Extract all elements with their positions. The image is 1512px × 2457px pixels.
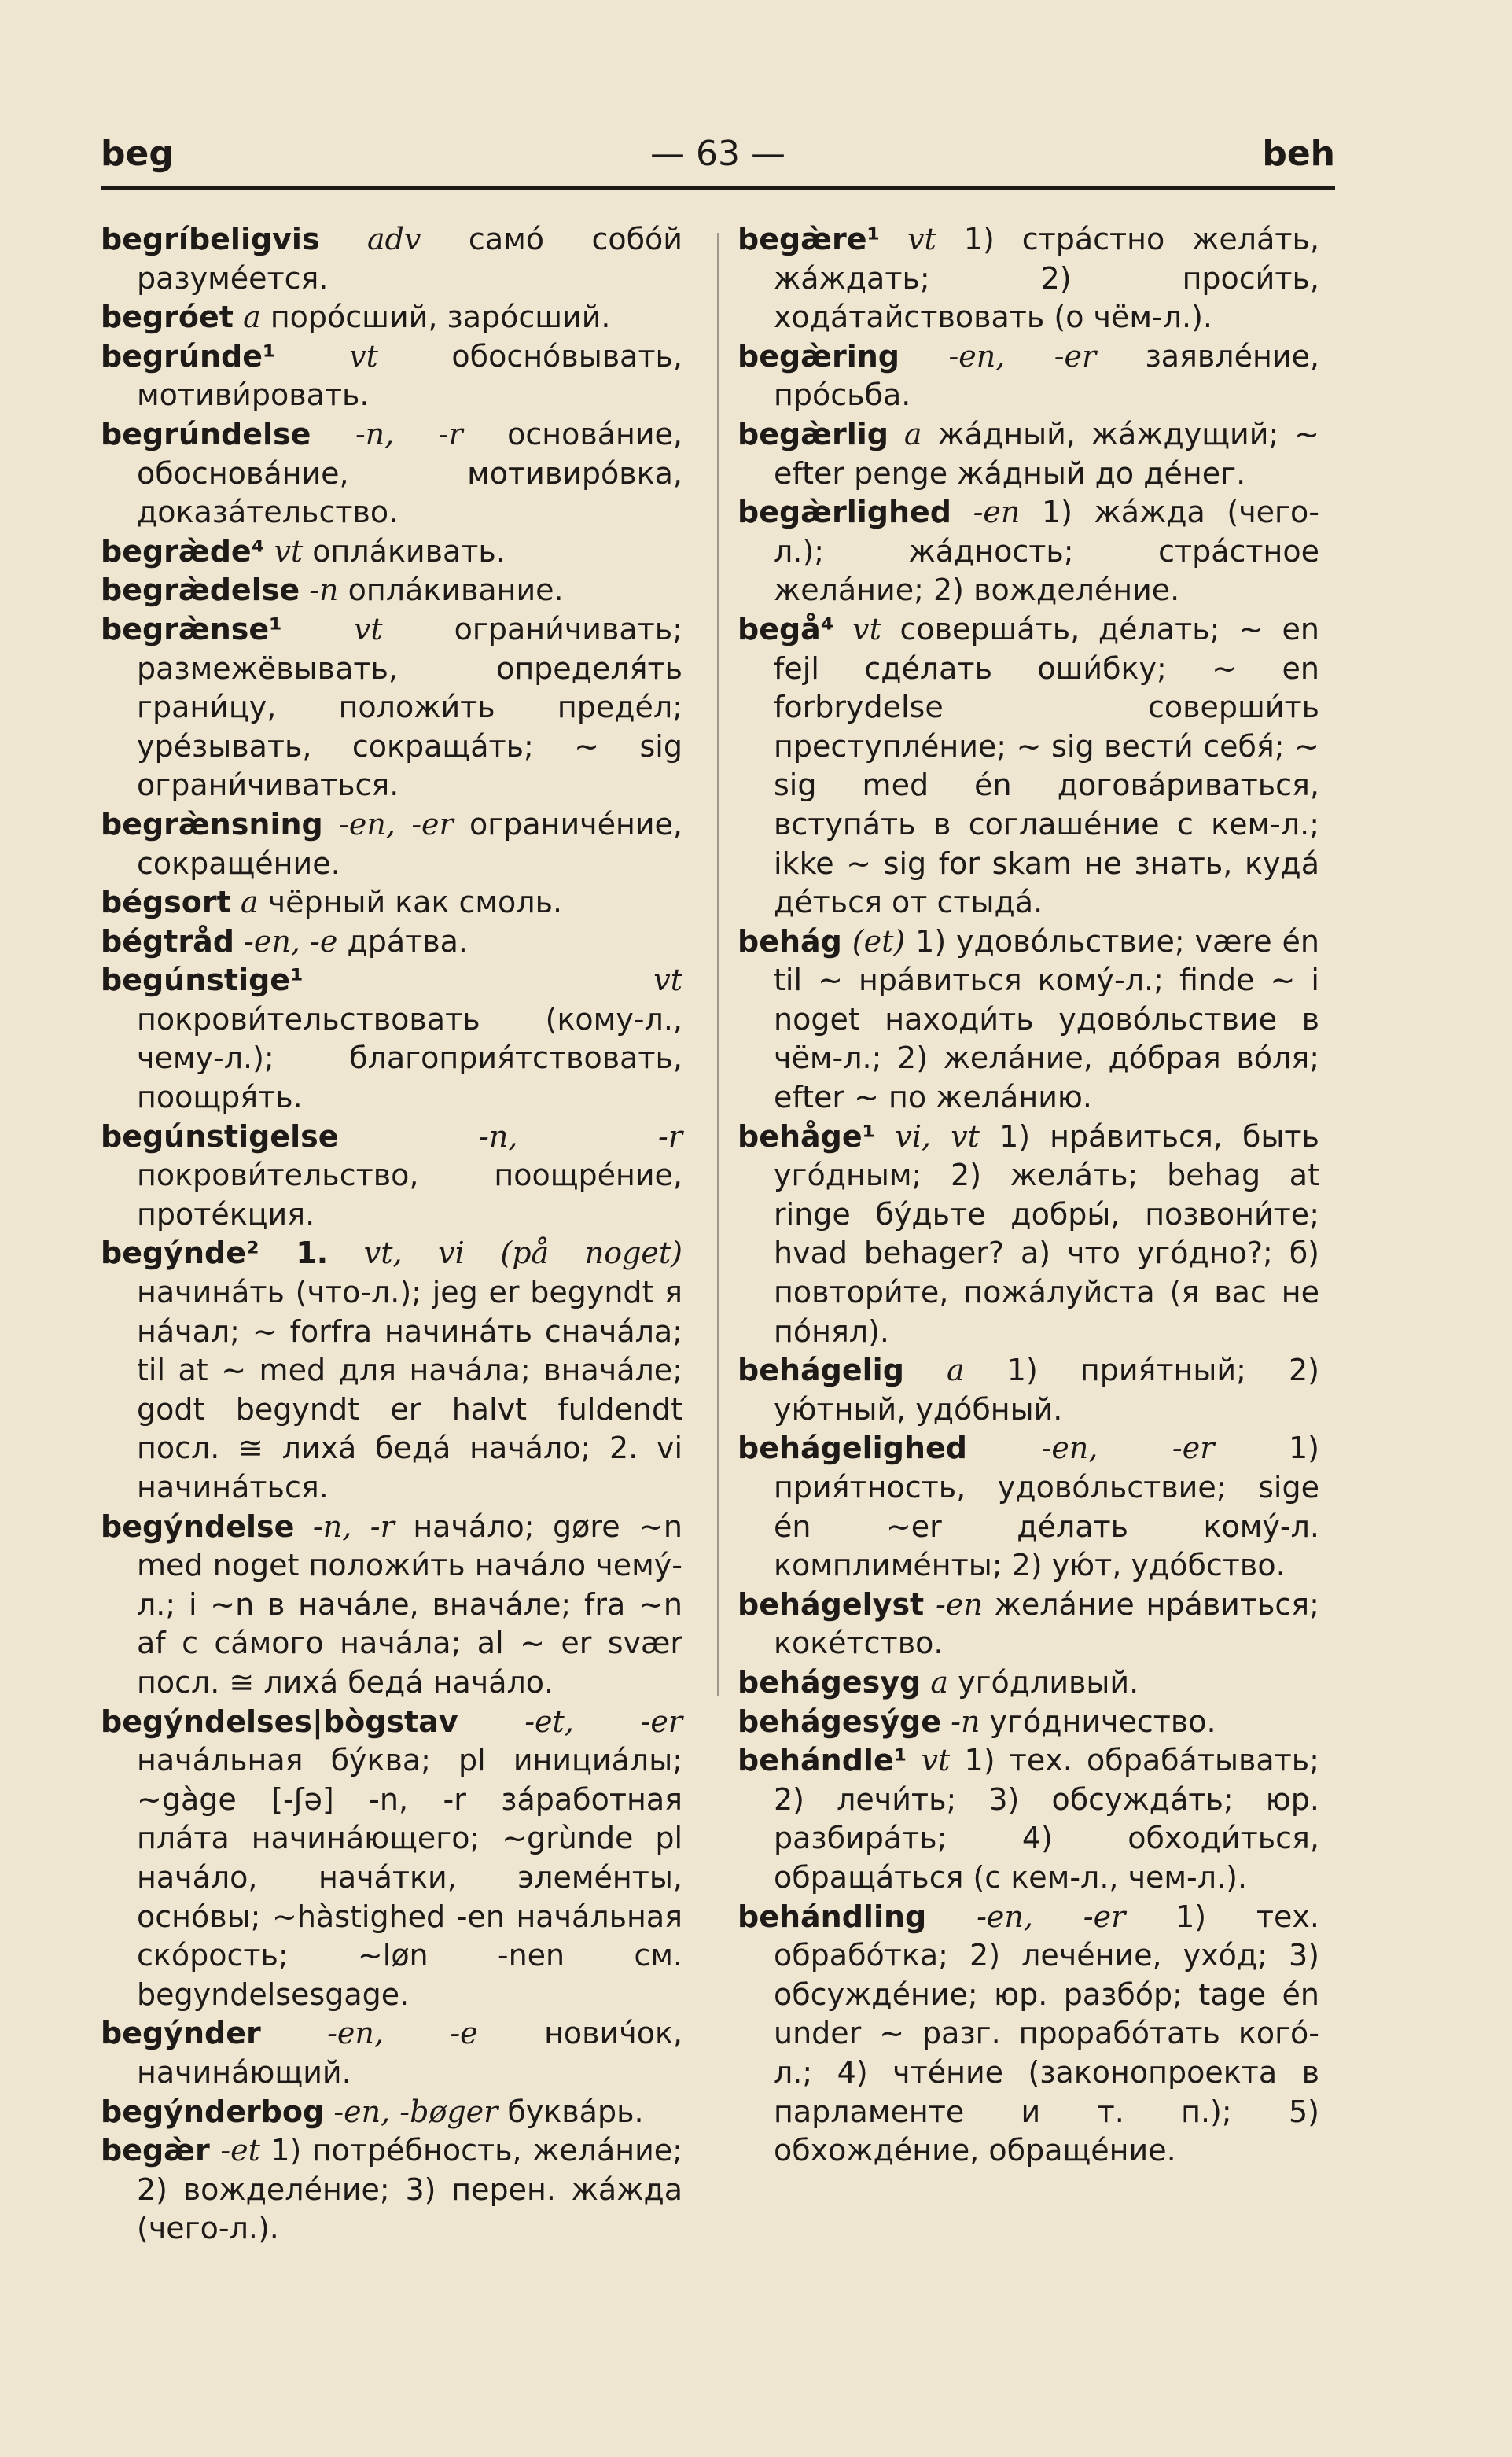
dictionary-entry — [738, 1898, 1319, 2171]
entry-headword: behágesýge — [738, 1704, 942, 1739]
right-column — [738, 220, 1319, 2171]
entry-definition: 1) потре́бность, жела́ние; 2) вожделе́ние; 3) перен. жа́жда (чего-л.). — [137, 2133, 682, 2246]
dictionary-entry — [101, 298, 682, 337]
entry-headword: begýnderbog — [101, 2094, 325, 2129]
entry-headword: begæ̀re¹ — [738, 222, 881, 256]
dictionary-entry — [101, 415, 682, 532]
header-rule — [101, 186, 1335, 190]
dictionary-entry — [101, 2093, 682, 2132]
entry-definition: поро́сший, заро́сший. — [270, 300, 611, 335]
entry-headword: bégsort — [101, 885, 231, 920]
entry-headword: begå⁴ — [738, 611, 834, 646]
entry-headword: begræ̀nse¹ — [101, 611, 282, 646]
entry-grammar: -en — [936, 1586, 983, 1622]
dictionary-entry — [738, 1703, 1319, 1742]
entry-definition: ограни́чивать; размежёвывать, определя́ть грани́цу, положи́ть преде́л; уре́зывать, сокраща́ть; ~ sig ограни́чиваться. — [137, 611, 682, 803]
entry-definition: 1) жа́жда (чего-л.); жа́дность; стра́стное жела́ние; 2) вожделе́ние. — [774, 495, 1319, 608]
dictionary-entry — [101, 610, 682, 805]
entry-grammar: a — [947, 1353, 965, 1388]
entry-grammar: vt — [921, 1743, 951, 1778]
dictionary-entry — [101, 805, 682, 883]
entry-grammar: vt — [349, 338, 378, 374]
entry-grammar: -en, -er — [1041, 1431, 1215, 1466]
entry-grammar: -en, -er — [977, 1899, 1126, 1934]
entry-headword: behándle¹ — [738, 1743, 907, 1778]
dictionary-entry — [738, 493, 1319, 610]
entry-grammar: a — [240, 885, 259, 920]
entry-definition: опла́кивание. — [348, 573, 564, 608]
entry-grammar: vt — [852, 611, 881, 646]
entry-headword: begræ̀delse — [101, 573, 300, 608]
entry-definition: жа́дный, жа́ждущий; ~ efter penge жа́дный до де́нег. — [774, 416, 1319, 491]
entry-definition: опла́кивать. — [312, 533, 506, 569]
entry-grammar: vt — [653, 963, 682, 998]
entry-definition: 1) тех. обрабо́тка; 2) лече́ние, ухо́д; 3) обсужде́ние; юр. разбо́р; tage én under ~ разг. прорабо́тать кого́-л.; 4) чте́ние (законопроекта в парламенте и т. п.); 5) обхожде́ние, обраще́ние. — [774, 1899, 1319, 2168]
entry-grammar: -n — [951, 1704, 980, 1739]
entry-headword: behág — [738, 923, 842, 959]
entry-headword: begúnstige¹ — [101, 963, 304, 998]
entry-headword: begúnstigelse — [101, 1118, 339, 1154]
entry-grammar: vt — [907, 222, 936, 256]
dictionary-entry — [738, 1429, 1319, 1585]
entry-headword: bégtråd — [101, 923, 234, 959]
entry-definition: заявле́ние, про́сьба. — [774, 338, 1319, 413]
entry-definition: само́ собо́й разуме́ется. — [137, 222, 682, 296]
entry-definition: буква́рь. — [507, 2094, 644, 2129]
entry-headword: begæ̀rlighed — [738, 495, 952, 530]
page-header — [101, 134, 1335, 186]
entry-headword: behágesyg — [738, 1664, 922, 1700]
entry-grammar: vt — [353, 611, 383, 646]
entry-definition: соверша́ть, де́лать; ~ en fejl сде́лать оши́бку; ~ en forbrydelse соверши́ть преступле́ние; ~ sig вести́ себя́; ~ sig med én догова́риваться, вступа́ть в соглаше́ние с кем-л.; ikke ~ sig for skam не знать, куда́ де́ться от стыда́. — [774, 611, 1319, 920]
entry-definition: уго́дничество. — [989, 1704, 1216, 1739]
entry-definition: 1) стра́стно жела́ть, жа́ждать; 2) проси́ть, хода́тайствовать (о чём-л.). — [774, 222, 1319, 335]
entry-headword: begræ̀nsning — [101, 806, 323, 842]
entry-definition: ограниче́ние, сокраще́ние. — [137, 806, 682, 881]
dictionary-entry — [738, 220, 1319, 337]
entry-grammar: -n, -r — [312, 1508, 395, 1544]
dictionary-entry — [101, 220, 682, 298]
entry-definition: дра́тва. — [347, 923, 468, 959]
entry-grammar: -n, -r — [479, 1118, 682, 1154]
left-column — [101, 220, 682, 2249]
entry-headword: begróet — [101, 300, 234, 335]
dictionary-entry — [101, 2014, 682, 2092]
entry-grammar: -en, -e — [327, 2016, 478, 2051]
entry-definition: 1) нра́виться, быть уго́дным; 2) жела́ть; behag at ringe бу́дьте добры́, позвони́те; hvad behager? а) что уго́дно?; б) повтори́те, пожа́луйста (я вас не по́нял). — [774, 1118, 1319, 1349]
entry-headword: begæ̀ring — [738, 338, 900, 374]
entry-definition: нович́ок, начина́ющий. — [137, 2016, 682, 2090]
entry-definition: основа́ние, обоснова́ние, мотивиро́вка, доказа́тельство. — [137, 416, 682, 530]
column-divider — [717, 233, 719, 1696]
page-number: — 63 — — [650, 134, 785, 174]
dictionary-entry — [738, 1351, 1319, 1429]
entry-headword: begrúnde¹ — [101, 338, 276, 374]
dictionary-entry — [738, 337, 1319, 415]
dictionary-entry — [101, 961, 682, 1117]
entry-headword: begýnde² 1. — [101, 1236, 329, 1271]
dictionary-entry — [738, 1586, 1319, 1663]
dictionary-entry — [101, 883, 682, 923]
entry-definition: 1) прия́тный; 2) ую́тный, удо́бный. — [774, 1353, 1319, 1427]
entry-definition: обосно́вывать, мотиви́ровать. — [137, 338, 682, 413]
entry-grammar: -en, -er — [948, 338, 1097, 374]
entry-definition: покрови́тельствовать (кому-л., чему-л.); благоприя́тствовать, поощря́ть. — [137, 1001, 682, 1115]
entry-headword: behágelighed — [738, 1431, 967, 1466]
dictionary-entry — [738, 923, 1319, 1118]
entry-grammar: a — [930, 1664, 948, 1700]
entry-definition: начина́ть (что-л.); jeg er begyndt я на́чал; ~ forfra начина́ть снача́ла; til at ~ med для нача́ла; внача́ле; godt begyndt er halvt fuldendt посл. ≅ лиха́ беда́ нача́ло; 2. vi начина́ться. — [137, 1275, 682, 1505]
entry-grammar: -et — [220, 2133, 260, 2168]
entry-headword: behágelig — [738, 1353, 904, 1388]
dictionary-entry — [101, 571, 682, 610]
entry-headword: begríbeligvis — [101, 222, 320, 256]
entry-grammar: vt, vi (på noget) — [363, 1236, 682, 1271]
dictionary-entry — [738, 610, 1319, 923]
entry-headword: begýndelse — [101, 1508, 295, 1544]
entry-definition: нача́льная бу́ква; pl инициа́лы; ~gàge [-ʃə] -n, -r за́работная пла́та начина́ющего; ~grùnde pl нача́ло, нача́тки, элеме́нты, осно́вы; ~hàstighed -en нача́льная ско́рость; ~løn -nen см. begyndelsesgage. — [137, 1743, 682, 2012]
entry-grammar: (et) — [852, 923, 906, 959]
entry-grammar: -en, -bøger — [333, 2094, 498, 2129]
entry-headword: begæ̀r — [101, 2133, 210, 2168]
entry-definition: нача́ло; gøre ~n med noget положи́ть нача́ло чему́-л.; i ~n в нача́ле, внача́ле; fra ~n af с са́мого нача́ла; al ~ er svær посл. ≅ лиха́ беда́ нача́ло. — [137, 1508, 682, 1700]
entry-headword: behåge¹ — [738, 1118, 876, 1154]
entry-grammar: -en, -er — [339, 806, 454, 842]
entry-headword: begýndelses|bògstav — [101, 1704, 458, 1739]
entry-grammar: -et, -er — [524, 1704, 682, 1739]
dictionary-entry — [738, 415, 1319, 493]
entry-headword: begræ̀de⁴ — [101, 533, 265, 569]
header-guide-word-right: beh — [1262, 134, 1335, 174]
entry-headword: behágelyst — [738, 1586, 925, 1622]
entry-grammar: -en, -e — [244, 923, 338, 959]
entry-headword: begýnder — [101, 2016, 261, 2051]
entry-grammar: adv — [367, 222, 421, 256]
entry-grammar: -n, -r — [355, 416, 463, 451]
dictionary-entry — [101, 1703, 682, 2015]
entry-definition: уго́дливый. — [958, 1664, 1139, 1700]
dictionary-entry — [101, 337, 682, 415]
entry-headword: begrúndelse — [101, 416, 311, 451]
dictionary-entry — [738, 1663, 1319, 1703]
dictionary-entry — [738, 1741, 1319, 1897]
entry-grammar: vi, vt — [895, 1118, 980, 1154]
entry-grammar: vt — [274, 533, 304, 569]
dictionary-entry — [101, 532, 682, 572]
dictionary-entry — [101, 923, 682, 962]
entry-grammar: a — [243, 300, 261, 335]
entry-headword: begæ̀rlig — [738, 416, 888, 451]
entry-definition: жела́ние нра́виться; коке́тство. — [774, 1586, 1319, 1661]
entry-definition: 1) прия́тность, удово́льствие; sige én ~er де́лать кому́-л. комплиме́нты; 2) ую́т, удо́бство. — [774, 1431, 1319, 1583]
entry-definition: чёрный как смоль. — [267, 885, 563, 920]
entry-definition: 1) тех. обраба́тывать; 2) лечи́ть; 3) обсужда́ть; юр. разбира́ть; 4) обходи́ться, обраща́ться (с кем-л., чем-л.). — [774, 1743, 1319, 1895]
dictionary-entry — [101, 1508, 682, 1703]
dictionary-entry — [738, 1118, 1319, 1352]
entry-definition: 1) удово́льствие; være én til ~ нра́виться кому́-л.; finde ~ i noget находи́ть удово́льствие в чём-л.; 2) жела́ние, до́брая во́ля; efter ~ по жела́нию. — [774, 923, 1319, 1115]
dictionary-entry — [101, 1118, 682, 1235]
entry-grammar: -n — [309, 573, 339, 608]
entry-definition: покрови́тельство, поощре́ние, проте́кция. — [137, 1158, 682, 1232]
dictionary-entry — [101, 2131, 682, 2249]
header-guide-word-left: beg — [101, 134, 174, 174]
entry-headword: behándling — [738, 1899, 927, 1934]
entry-grammar: -en — [973, 495, 1021, 530]
dictionary-entry — [101, 1234, 682, 1507]
entry-grammar: a — [903, 416, 922, 451]
